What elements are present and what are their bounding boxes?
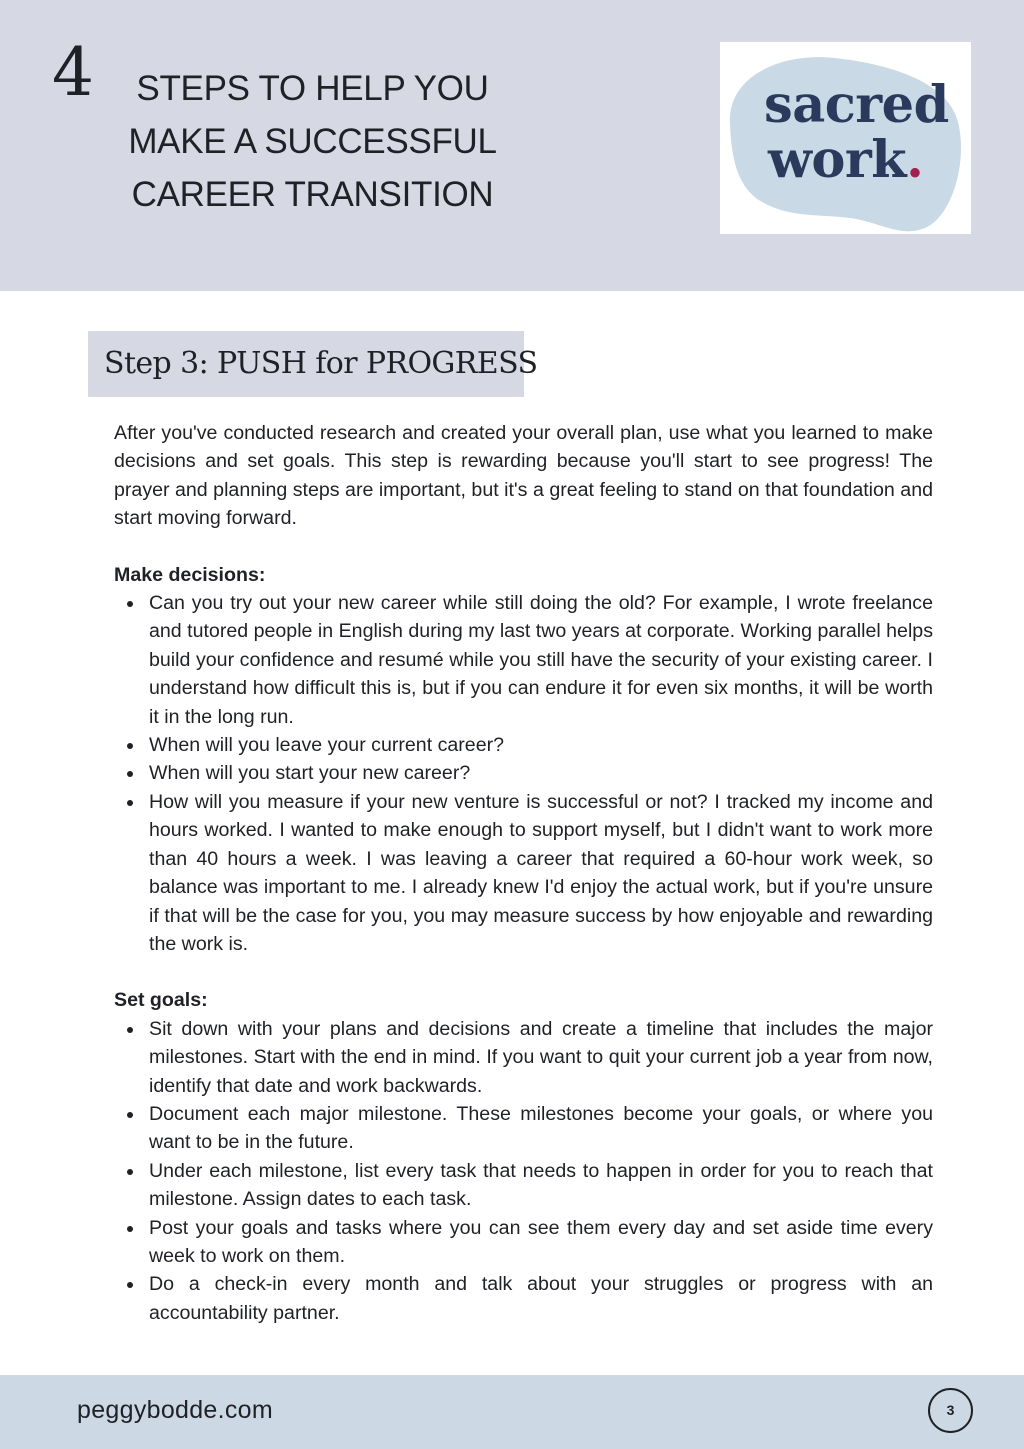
step-count-number: 4 xyxy=(52,34,94,111)
list-item: How will you measure if your new venture is successful or not? I tracked my income and hours worked. I wanted to make enough to support myself, but I didn't want to work more than 40 hours a week. I was leaving a career that required a 60-hour work week, so balance was important to me. I already knew I'd enjoy the actual work, but if you're unsure if that will be the case for you, you may measure success by how enjoyable and rewarding the work is. xyxy=(149,788,933,958)
logo-dot: . xyxy=(906,130,924,190)
logo-word-work-line xyxy=(764,130,949,190)
logo-word-sacred: sacred xyxy=(764,75,949,135)
intro-paragraph: After you've conducted research and created your overall plan, use what you learned to make decisions and set goals. This step is rewarding because you'll start to see progress! The prayer and planning steps are important, but it's a great feeling to stand on that foundation and start moving forward. xyxy=(114,422,933,530)
section-heading-make-decisions: Make decisions: xyxy=(114,563,266,586)
sacred-work-logo xyxy=(720,42,971,234)
logo-word-work: work xyxy=(768,130,907,190)
list-item: Post your goals and tasks where you can see them every day and set aside time every week to work on them. xyxy=(149,1214,933,1271)
list-item: Document each major milestone. These milestones become your goals, or where you want to be in the future. xyxy=(149,1100,933,1157)
list-item: When will you start your new career? xyxy=(149,759,933,787)
list-item: Under each milestone, list every task that needs to happen in order for you to reach that milestone. Assign dates to each task. xyxy=(149,1157,933,1214)
list-item: Sit down with your plans and decisions and create a timeline that includes the major milestones. Start with the end in mind. If you want to quit your current job a year from now, identify that date and work backwards. xyxy=(149,1015,933,1100)
footer-bar xyxy=(0,1375,1024,1449)
list-item: Can you try out your new career while still doing the old? For example, I wrote freelance and tutored people in English during my last two years at corporate. Working parallel helps build your confidence and resumé while you still have the security of your existing career. I understand how difficult this is, but if you can endure it for even six months, it will be worth it in the long run. xyxy=(149,589,933,731)
section-heading-set-goals: Set goals: xyxy=(114,989,208,1012)
page-title xyxy=(120,62,505,221)
main-content xyxy=(114,419,933,1327)
set-goals-list xyxy=(114,1015,933,1327)
title-line: CAREER TRANSITION xyxy=(131,175,494,214)
step-heading-box xyxy=(88,331,538,397)
title-line: MAKE A SUCCESSFUL xyxy=(128,122,497,161)
list-item: When will you leave your current career? xyxy=(149,731,933,759)
make-decisions-list xyxy=(114,589,933,958)
website-link[interactable]: peggybodde.com xyxy=(77,1396,274,1424)
header-banner xyxy=(0,0,1024,291)
title-line: STEPS TO HELP YOU xyxy=(136,69,489,108)
page-number-badge: 3 xyxy=(928,1388,973,1433)
list-item: Do a check-in every month and talk about your struggles or progress with an accountability partner. xyxy=(149,1270,933,1327)
step-title: Step 3: PUSH for PROGRESS xyxy=(104,346,538,381)
logo-wordmark xyxy=(764,75,949,190)
